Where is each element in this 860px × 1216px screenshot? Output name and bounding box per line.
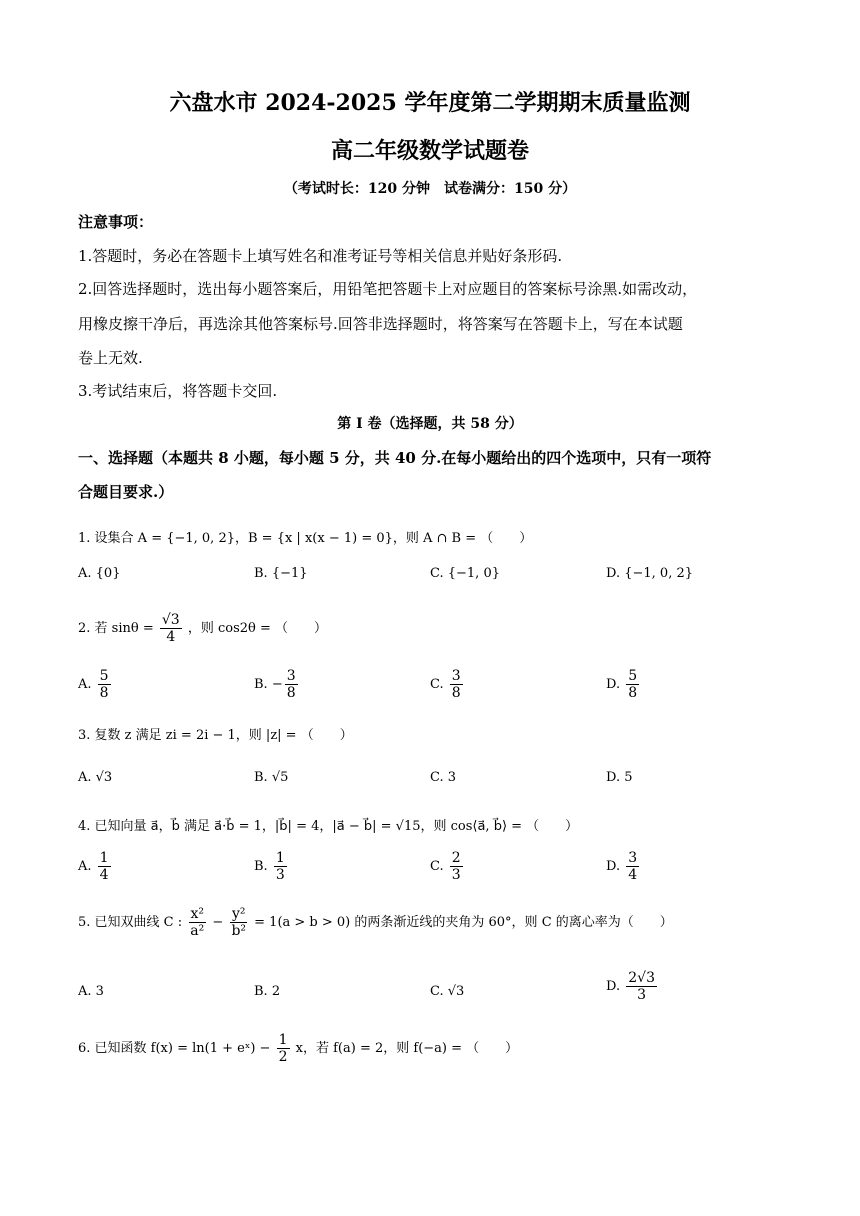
question-2-fraction (160, 612, 182, 645)
notice-heading: 注意事项： (78, 213, 154, 231)
question-2-stem-prefix: 2. 若 sinθ = (78, 621, 154, 636)
denominator: 8 (628, 685, 638, 701)
numerator: 1 (278, 1032, 288, 1048)
denominator: 3 (637, 987, 647, 1003)
question-2-fraction-numerator: √3 (161, 612, 180, 628)
question-2-option-d (606, 668, 641, 701)
denominator: b² (231, 923, 247, 939)
question-3-stem: 3. 复数 z 满足 zi = 2i − 1，则 |z| = （ ） (78, 728, 353, 743)
denominator: 3 (275, 867, 285, 883)
numerator: x² (190, 906, 205, 922)
question-5-fraction-y (229, 906, 248, 939)
option-fraction (450, 850, 463, 883)
numerator: 1 (99, 850, 109, 866)
question-5-option-c: C. √3 (430, 984, 465, 999)
numerator: 5 (628, 668, 638, 684)
question-6-stem (78, 1032, 518, 1065)
question-1-option-d: D. {−1, 0, 2} (606, 566, 694, 581)
question-5-stem-prefix: 5. 已知双曲线 C : (78, 915, 183, 930)
option-fraction (98, 668, 111, 701)
question-6-stem-prefix: 6. 已知函数 f(x) = ln(1 + eˣ) − (78, 1041, 271, 1056)
notice-item-2-line-2: 用橡皮擦干净后，再选涂其他答案标号.回答非选择题时，将答案写在答题卡上，写在本试题 (78, 315, 683, 333)
section-title: 第 I 卷（选择题，共 58 分） (337, 416, 523, 432)
numerator: 3 (286, 668, 296, 684)
option-label: C. (430, 859, 444, 874)
notice-item-3: 3.考试结束后，将答题卡交回. (78, 382, 278, 400)
question-2-fraction-denominator: 4 (166, 629, 176, 645)
question-4-stem: 4. 已知向量 a⃗，b⃗ 满足 a⃗·b⃗ = 1，|b⃗| = 4，|a⃗ − b⃗| = √15，则 cos⟨a⃗, b⃗⟩ = （ ） (78, 819, 579, 834)
question-2-option-a (78, 668, 113, 701)
numerator: 5 (99, 668, 109, 684)
question-2-option-b (254, 668, 300, 701)
numerator: 2√3 (628, 970, 655, 986)
question-1-option-c: C. {−1, 0} (430, 566, 500, 581)
option-label: B. (254, 859, 268, 874)
option-label: D. (606, 859, 621, 874)
option-label: C. (430, 677, 444, 692)
numerator: 2 (451, 850, 461, 866)
question-2-stem (78, 612, 327, 645)
numerator: 3 (451, 668, 461, 684)
question-1-option-b: B. {−1} (254, 566, 308, 581)
exam-subtitle: 高二年级数学试题卷 (330, 138, 529, 164)
denominator: 2 (278, 1049, 288, 1065)
option-sign: − (271, 677, 283, 692)
notice-item-1: 1.答题时，务必在答题卡上填写姓名和准考证号等相关信息并贴好条形码. (78, 247, 563, 265)
numerator: y² (231, 906, 246, 922)
question-5-option-b: B. 2 (254, 984, 281, 999)
option-fraction (98, 850, 111, 883)
question-5-stem-suffix: = 1(a > b > 0) 的两条渐近线的夹角为 60°，则 C 的离心率为（ ） (254, 915, 673, 930)
denominator: 3 (451, 867, 461, 883)
question-5-minus: − (212, 915, 224, 930)
option-fraction (274, 850, 287, 883)
option-label: D. (606, 979, 621, 994)
question-1-option-a: A. {0} (78, 566, 121, 581)
option-fraction (626, 850, 639, 883)
question-3-option-d: D. 5 (606, 770, 633, 785)
denominator: 8 (99, 685, 109, 701)
option-fraction (450, 668, 463, 701)
numerator: 1 (275, 850, 285, 866)
question-3-option-c: C. 3 (430, 770, 457, 785)
numerator: 3 (628, 850, 638, 866)
denominator: a² (190, 923, 205, 939)
question-2-option-c (430, 668, 465, 701)
denominator: 4 (628, 867, 638, 883)
question-5-stem (78, 906, 673, 939)
option-fraction (285, 668, 298, 701)
exam-title: 六盘水市 2024-2025 学年度第二学期期末质量监测 (169, 90, 691, 116)
notice-item-2-line-1: 2.回答选择题时，选出每小题答案后，用铅笔把答题卡上对应题目的答案标号涂黑.如需改动， (78, 280, 698, 298)
question-5-fraction-x (188, 906, 206, 939)
option-label: B. (254, 677, 268, 692)
option-label: A. (78, 677, 92, 692)
question-4-option-c (430, 850, 465, 883)
question-5-option-a: A. 3 (78, 984, 104, 999)
option-fraction (626, 668, 639, 701)
question-1-stem: 1. 设集合 A = {−1, 0, 2}，B = {x | x(x − 1) = 0}，则 A ∩ B = （ ） (78, 531, 533, 546)
notice-item-2-line-3: 卷上无效. (78, 349, 143, 367)
question-2-stem-suffix: ，则 cos2θ = （ ） (187, 621, 328, 636)
part1-instruction-line-1: 一、选择题（本题共 8 小题，每小题 5 分，共 40 分.在每小题给出的四个选项中，只有一项符 (78, 449, 712, 467)
question-3-option-a: A. √3 (78, 770, 113, 785)
question-6-stem-suffix: x，若 f(a) = 2，则 f(−a) = （ ） (295, 1041, 519, 1056)
question-6-fraction (277, 1032, 290, 1065)
option-label: D. (606, 677, 621, 692)
question-4-option-b (254, 850, 289, 883)
question-4-option-a (78, 850, 113, 883)
question-3-option-b: B. √5 (254, 770, 289, 785)
denominator: 8 (451, 685, 461, 701)
option-label: A. (78, 859, 92, 874)
exam-info: （考试时长：120 分钟 试卷满分：150 分） (283, 181, 577, 197)
question-4-option-d (606, 850, 641, 883)
question-5-option-d (606, 970, 659, 1003)
denominator: 8 (286, 685, 296, 701)
part1-instruction-line-2: 合题目要求.） (78, 483, 174, 501)
option-fraction (626, 970, 657, 1003)
denominator: 4 (99, 867, 109, 883)
